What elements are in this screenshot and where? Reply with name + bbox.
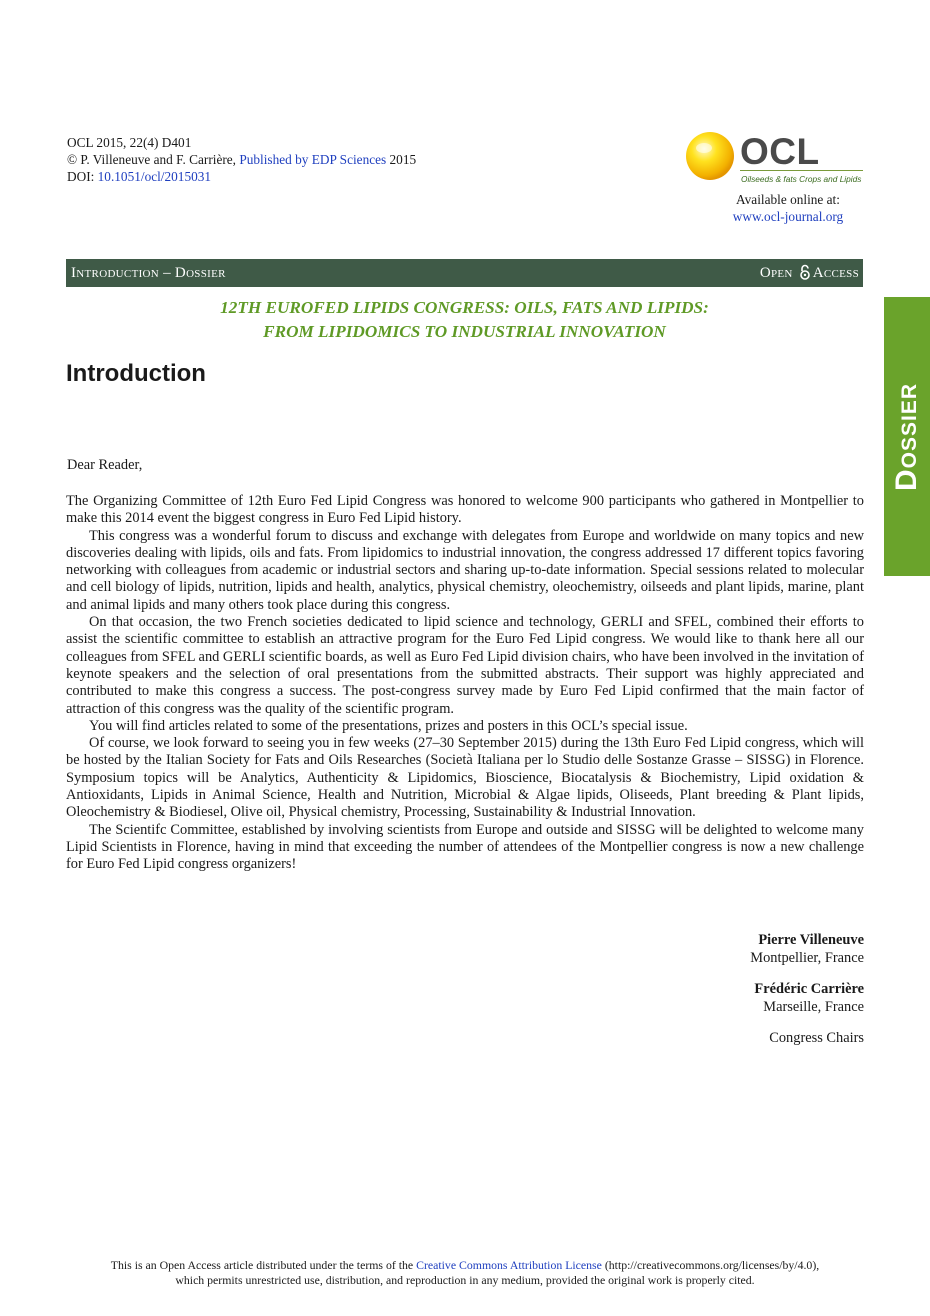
signatory-name: Frédéric Carrière <box>754 981 864 997</box>
license-footer <box>40 1258 890 1288</box>
signatory-place: Montpellier, France <box>750 949 864 966</box>
congress-title-line-2: FROM LIPIDOMICS TO INDUSTRIAL INNOVATION <box>263 322 666 341</box>
copyright-line <box>67 151 416 168</box>
doi-label: DOI: <box>67 169 98 184</box>
logo-tagline: Oilseeds & fats Crops and Lipids <box>741 174 862 184</box>
copyright-year: 2015 <box>386 152 417 167</box>
open-word: Open <box>759 265 793 281</box>
section-bar <box>66 259 863 287</box>
paragraph: This congress was a wonderful forum to discuss and exchange with delegates from Europe and worldwide on many topics and new discoveries dealing with lipids, oils and fats. From lipidomics to industrial innovation, the congress addressed 17 different topics favoring networking with colleagues from academic or industrial sectors and sharing up-to-date information. Special sessions related to molecular and cell biology of lipids, nutrition, lipids and health, analytics, physical chemistry, oleochemistry, oilseeds and plant lipids, marine, plant and animal lipids and many others took place during this congress. <box>66 527 864 613</box>
congress-title <box>66 296 863 344</box>
logo-wordmark: OCL <box>740 131 820 172</box>
dossier-tab-label: Dossier <box>890 382 923 491</box>
license-prefix: This is an Open Access article distributed under the terms of the <box>110 1258 417 1272</box>
dossier-side-tab <box>884 297 930 576</box>
access-word: Access <box>812 265 859 281</box>
license-line-1 <box>40 1258 890 1273</box>
paragraph: Of course, we look forward to seeing you in few weeks (27–30 September 2015) during the 13th Euro Fed Lipid congress, which will be hosted by the Italian Society for Fats and Oils Researches (Società Italiana per lo Studio delle Sostanze Grasse – SISSG) in Florence. Symposium topics will be Analytics, Authenticity & Lipidomics, Bioscience, Biocatalysis & Biochemistry, Lipid oxidation & Antioxidants, Lipids in Animal Science, Health and Nutrition, Microbial & Algae lipids, Oliseeds, Plant breeding & Plant lipids, Oleochemistry & Biodiesel, Olive oil, Physical chemistry, Processing, Sustainability & Industrial Innovation. <box>66 735 864 821</box>
license-url: (http://creativecommons.org/licenses/by/4.0), <box>601 1258 820 1272</box>
open-access-label <box>760 264 859 282</box>
sun-logo-icon <box>684 130 736 182</box>
doi-line <box>67 168 416 185</box>
logo-divider <box>740 170 863 171</box>
doi-link[interactable]: 10.1051/ocl/2015031 <box>97 169 212 184</box>
copyright-holders: © P. Villeneuve and F. Carrière, <box>67 152 240 167</box>
open-access-lock-icon <box>799 264 811 280</box>
article-metadata <box>67 134 416 185</box>
signature-2 <box>600 981 864 1016</box>
availability-info <box>688 191 888 225</box>
greeting: Dear Reader, <box>67 457 143 473</box>
license-link[interactable]: Creative Commons Attribution License <box>416 1258 602 1272</box>
paragraph: The Scientifc Committee, established by involving scientists from Europe and outside and SISSG will be delighted to welcome many Lipid Scientists in Florence, having in mind that exceeding the number of attendees of the Montpellier congress is now a new challenge for Euro Fed Lipid congress organizers! <box>66 821 864 873</box>
article-body <box>66 493 864 874</box>
license-line-2: which permits unrestricted use, distribution, and reproduction in any medium, provided the original work is properly cited. <box>175 1273 755 1287</box>
page-title: Introduction <box>66 360 206 387</box>
signatory-place: Marseille, France <box>763 998 864 1015</box>
paragraph: On that occasion, the two French societies dedicated to lipid science and technology, GERLI and SFEL, combined their efforts to assist the scientific committee to establish an attractive program for the Euro Fed Lipid congress. We would like to thank here all our colleagues from SFEL and GERLI scientific boards, as well as Euro Fed Lipid division chairs, who have been involved in the invitation of keynote speakers and the selection of oral presentations from the submitted abstracts. Their support was highly appreciated and contributed to make this congress a success. The post-congress survey made by Euro Fed Lipid confirmed that the main factor of attraction of this congress was the quality of the scientific program. <box>66 614 864 717</box>
publisher-link[interactable]: Published by EDP Sciences <box>239 152 387 167</box>
paragraph: The Organizing Committee of 12th Euro Fed Lipid Congress was honored to welcome 900 participants who gathered in Montpellier to make this 2014 event the biggest congress in Euro Fed Lipid history. <box>66 493 864 527</box>
citation: OCL 2015, 22(4) D401 <box>67 135 192 150</box>
congress-title-line-1: 12TH EUROFED LIPIDS CONGRESS: OILS, FATS AND LIPIDS: <box>220 298 709 317</box>
section-label: Introduction – Dossier <box>71 264 226 281</box>
available-label: Available online at: <box>736 192 840 207</box>
journal-website-link[interactable]: www.ocl-journal.org <box>732 209 844 224</box>
paragraph: You will find articles related to some of the presentations, prizes and posters in this OCL’s special issue. <box>89 717 688 734</box>
signatory-name: Pierre Villeneuve <box>758 932 864 948</box>
signatory-role: Congress Chairs <box>769 1030 864 1046</box>
signatures <box>600 932 864 1048</box>
signature-1 <box>600 932 864 967</box>
